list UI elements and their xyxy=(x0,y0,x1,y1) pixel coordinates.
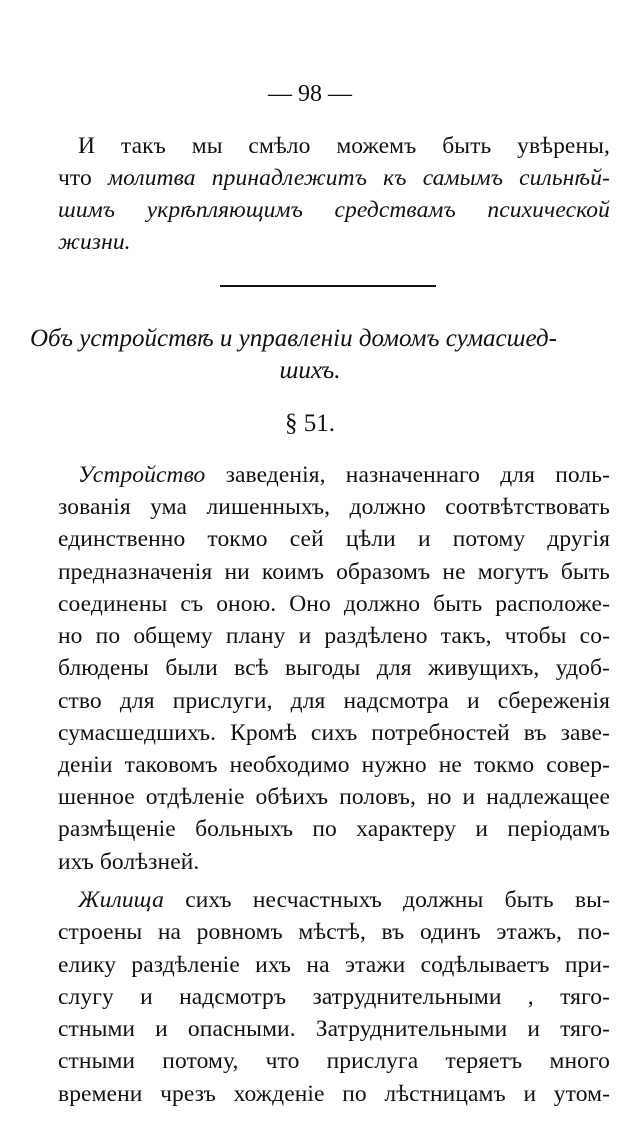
text-line: размѣщеніе больныхъ по характеру и періодамъ xyxy=(58,816,610,842)
italic-text: Устройство xyxy=(78,462,206,488)
text-line: елику раздѣленіе ихъ на этажи содѣлываетъ при- xyxy=(58,952,610,978)
text-span: сихъ несчастныхъ должны быть вы- xyxy=(163,887,610,913)
text-line: И такъ мы смѣло можемъ быть увѣрены, xyxy=(78,133,610,159)
page-number: — 98 — xyxy=(268,81,352,107)
text-line: строены на ровномъ мѣстѣ, въ одинъ этажъ, по- xyxy=(58,919,610,945)
text-line: соединены съ оною. Оно должно быть расположе- xyxy=(58,591,610,617)
text-line: времени чрезъ хожденіе по лѣстницамъ и утом- xyxy=(58,1081,610,1107)
text-line: жизни. xyxy=(58,229,131,255)
text-line: шимъ укрѣпляющимъ средствамъ психической xyxy=(58,197,610,223)
text-line: стными и опасными. Затруднительными и тяго- xyxy=(58,1016,610,1042)
text-span: что xyxy=(58,165,108,191)
text-line: стными потому, что прислуга теряетъ много xyxy=(58,1048,610,1074)
text-line: деніи таковомъ необходимо нужно не токмо совер- xyxy=(58,752,610,778)
text-line: единственно токмо сей цѣли и потому другія xyxy=(58,526,610,552)
text-line: блюдены были всѣ выгоды для живущихъ, удоб- xyxy=(58,655,610,681)
italic-text: молитва принадлежитъ къ самымъ сильнѣй- xyxy=(108,165,610,191)
italic-text: Жилища xyxy=(78,887,164,913)
chapter-heading-line: шихъ. xyxy=(279,357,341,384)
text-line: ихъ болѣзней. xyxy=(58,849,200,875)
text-line: зованія ума лишенныхъ, должно соотвѣтствовать xyxy=(58,494,610,520)
section-number: § 51. xyxy=(285,410,335,437)
text-line: ство для прислуги, для надсмотра и сбереженія xyxy=(58,688,610,714)
text-line: сумасшедшихъ. Кромѣ сихъ потребностей въ заве- xyxy=(58,720,610,746)
text-line xyxy=(78,459,610,491)
text-line xyxy=(78,884,610,916)
text-line: шенное отдѣленіе обѣихъ половъ, но и надлежащее xyxy=(58,784,610,810)
text-line xyxy=(58,162,610,194)
text-span: заведенія, назначеннаго для поль- xyxy=(205,462,610,488)
text-line: слугу и надсмотръ затруднительными , тяго- xyxy=(58,984,610,1010)
section-divider xyxy=(220,285,436,287)
text-line: но по общему плану и раздѣлено такъ, чтобы со- xyxy=(58,623,610,649)
text-line: предназначенія ни коимъ образомъ не могутъ быть xyxy=(58,559,610,585)
chapter-heading-line: Объ устройствѣ и управленіи домомъ сумасшед- xyxy=(30,325,557,352)
